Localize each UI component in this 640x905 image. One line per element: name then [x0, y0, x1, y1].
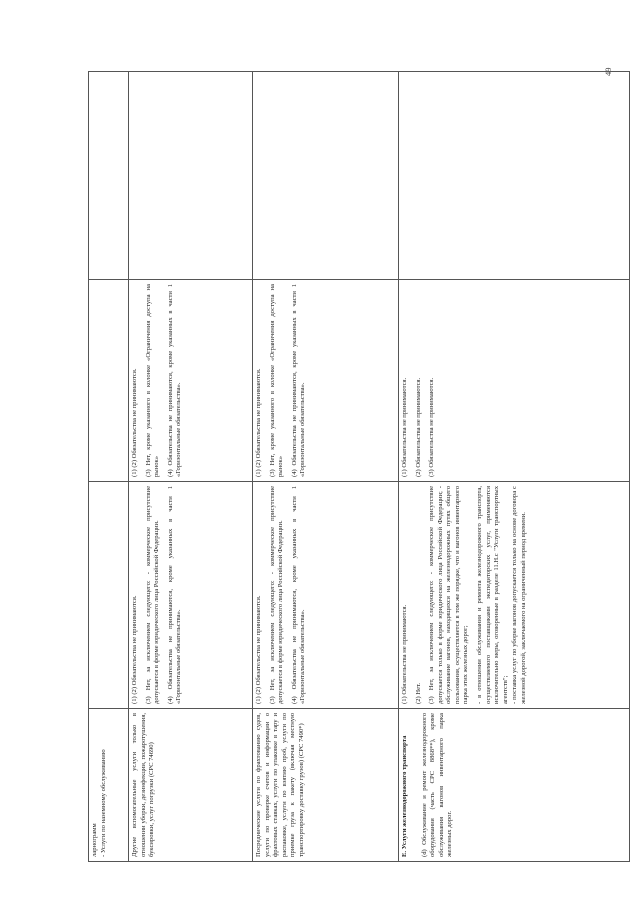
- market-access-text: (3) Нет, за исключением следующего: - коммерческое присутствие допускается в форме юридического лица Российской Федерации.: [268, 486, 285, 704]
- market-access-cell: [399, 482, 630, 709]
- market-access-cell: [89, 482, 129, 709]
- national-treatment-text: (1) (2) Обязательства не принимаются.: [131, 368, 138, 477]
- national-treatment-text: (1) (2) Обязательства не принимаются.: [255, 368, 262, 477]
- additional-commitments-cell: [399, 72, 630, 280]
- national-treatment-cell: [129, 280, 253, 482]
- additional-commitments-cell: [89, 72, 129, 280]
- national-treatment-cell: [399, 280, 630, 482]
- national-treatment-text: (2) Обязательства не принимаются.: [414, 377, 422, 477]
- sector-cell: [89, 709, 129, 862]
- rotated-page: [88, 72, 630, 862]
- national-treatment-cell: [253, 280, 399, 482]
- sector-cell: [253, 709, 399, 862]
- sector-text: Другие вспомогательные услуги только в отношении уборки, дезинфекции, пожаротушения, буксировки, услуг погрузки (CPC 74690): [131, 713, 156, 857]
- market-access-text: - в отношении обслуживания и ремонта железнодорожного транспорта, осуществляемого поставщиками экспедиторских услуг, применяются исключительно меры, оговоренные в разделе 11.Н.с "Услуги транспортных агентств";: [475, 486, 509, 704]
- market-access-text: (4) Обязательства не принимаются, кроме указанных в части 1 «Горизонтальные обязательства».: [166, 486, 183, 704]
- national-treatment-text: (3) Нет, кроме указанного в колонке «Ограничения доступа на рынок»: [268, 284, 285, 477]
- table-row: [129, 72, 253, 862]
- market-access-text: (3) Нет, за исключением следующего: - коммерческое присутствие допускается в форме юридического лица Российской Федерации.: [144, 486, 161, 704]
- sector-cell: [399, 709, 630, 862]
- national-treatment-text: (1) Обязательства не принимаются.: [401, 377, 408, 477]
- table-row: [253, 72, 399, 862]
- national-treatment-text: (3) Нет, кроме указанного в колонке «Ограничения доступа на рынок»: [144, 284, 161, 477]
- market-access-cell: [253, 482, 399, 709]
- table-row: [89, 72, 129, 862]
- market-access-text: (1) (2) Обязательства не принимаются.: [131, 595, 138, 704]
- table-row: [399, 72, 630, 862]
- market-access-text: (4) Обязательства не принимаются, кроме указанных в части 1 «Горизонтальные обязательства».: [290, 486, 307, 704]
- sector-text: Посреднические услуги по фрахтованию судов, услуги по проверке счетов и информации о фрахтовых ставках, услуги по упаковке в тару и распаковке, услуги по взятию проб, услуги по приемке груза к пакету (включая местную транспортировку доставку грузов) (CPC 7490*): [255, 713, 305, 857]
- market-access-text: - поставка услуг по уборке вагонов допускается только на основе договора с железной дорогой, заключаемого на ограниченный период времени.: [511, 486, 527, 704]
- sector-cell: [129, 709, 253, 862]
- market-access-cell: [129, 482, 253, 709]
- page-number: 49: [603, 67, 613, 76]
- additional-commitments-cell: [129, 72, 253, 280]
- market-access-text: (1) Обязательства не принимаются.: [401, 604, 408, 704]
- market-access-text: (1) (2) Обязательства не принимаются.: [255, 595, 262, 704]
- market-access-text: (3) Нет, за исключением следующего: - коммерческое присутствие допускается только в форме юридического лица Российской Федерации; - обслуживание вагонов, находящихся на железнодорожных путях общего пользования, осуществляется в том же порядке, что и вагонов инвентарного парка этих железных дорог;: [428, 486, 470, 704]
- sector-text: - Услуги по наземному обслуживанию: [99, 749, 107, 857]
- national-treatment-text: (4) Обязательства не принимаются, кроме указанных в части 1 «Горизонтальные обязательства».: [290, 284, 307, 477]
- national-treatment-text: (4) Обязательства не принимаются, кроме указанных в части 1 «Горизонтальные обязательства».: [166, 284, 183, 477]
- national-treatment-text: (3) Обязательства не принимаются.: [428, 377, 436, 477]
- sector-title: E. Услуги железнодорожного транспорта: [401, 735, 408, 857]
- schedule-table: [88, 71, 630, 862]
- additional-commitments-cell: [253, 72, 399, 280]
- sector-text: ларнограмм: [91, 823, 98, 857]
- national-treatment-cell: [89, 280, 129, 482]
- market-access-text: (2) Нет.: [414, 682, 422, 704]
- sector-text: (d) Обслуживание и ремонт железнодорожного оборудования (часть CPC 8868**), кроме обслуживания вагонов инвентарного парка железных дорог.: [420, 713, 454, 857]
